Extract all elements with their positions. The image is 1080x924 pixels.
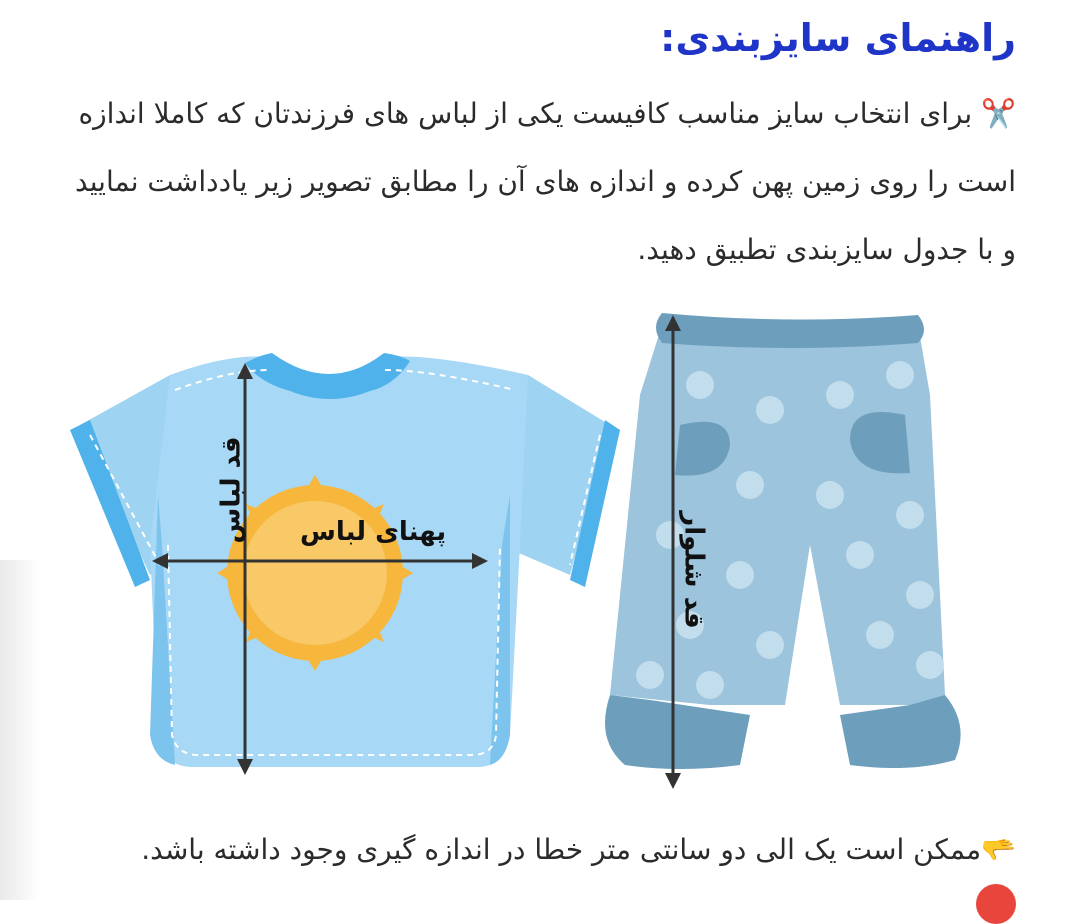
red-circle-icon — [976, 884, 1016, 924]
shirt-length-label: قد لباس — [216, 436, 247, 544]
size-guide-illustration — [50, 295, 980, 795]
edge-shadow — [0, 560, 40, 900]
intro-text: برای انتخاب سایز مناسب کافیست یکی از لباس های فرزندتان که کاملا اندازه است را روی زمین پهن کرده و اندازه های آن را مطابق تصویر زیر یادداشت نمایید و با جدول سایزبندی تطبیق دهید. — [75, 97, 1016, 266]
pointing-hand-icon: 🫳 — [981, 833, 1016, 866]
pants-drawing — [605, 313, 961, 789]
note-text: ممکن است یک الی دو سانتی متر خطا در اندازه گیری وجود داشته باشد. — [141, 833, 982, 866]
pants-length-label: قد شلوار — [678, 511, 709, 629]
clothes-drawing — [50, 295, 980, 795]
page-title: راهنمای سایزبندی: — [660, 16, 1016, 60]
shirt-width-label: پهنای لباس — [300, 517, 447, 547]
measurement-error-note — [56, 820, 1016, 880]
tshirt-drawing — [70, 353, 620, 775]
intro-paragraph — [56, 80, 1016, 284]
scissors-icon: ✂️ — [981, 97, 1016, 130]
